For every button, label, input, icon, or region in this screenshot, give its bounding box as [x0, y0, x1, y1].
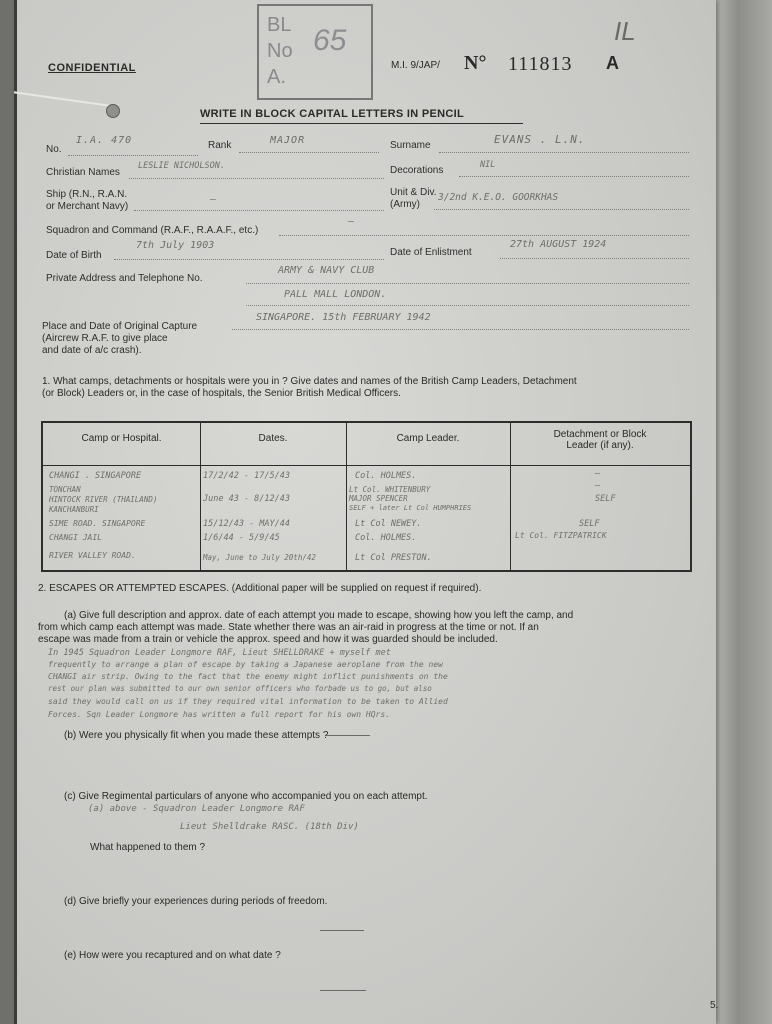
table-cell-camp: HINTOCK RIVER (THAILAND): [49, 495, 158, 504]
surname-label: Surname: [390, 140, 431, 151]
stamp-line-1: BL: [267, 14, 292, 36]
squadron-value[interactable]: —: [348, 216, 356, 227]
decorations-line: [459, 176, 689, 177]
table-cell-leader: SELF + later Lt Col HUMPHRIES: [349, 504, 472, 512]
answer-2a-line-2[interactable]: frequently to arrange a plan of escape by taking a Japanese aeroplane from the new: [48, 660, 443, 669]
question-2a-line-1: (a) Give full description and approx. date of each attempt you made to escape, showing how you left the camp, and: [64, 610, 574, 621]
decorations-value[interactable]: NIL: [480, 160, 496, 170]
capture-label-2: (Aircrew R.A.F. to give place: [42, 333, 168, 344]
dob-line: [114, 259, 384, 260]
question-2e: (e) How were you recaptured and on what date ?: [64, 950, 281, 961]
stamp-line-3: A.: [267, 66, 286, 88]
table-cell-dates: June 43 - 8/12/43: [203, 494, 290, 504]
question-2a-line-3: escape was made from a train or vehicle the approx. speed and how it was guarded should be included.: [38, 634, 498, 645]
address-value-1[interactable]: ARMY & NAVY CLUB: [278, 265, 375, 276]
document-letter: A: [606, 53, 619, 73]
table-cell-detachment: SELF: [595, 494, 616, 504]
no-label: No.: [46, 144, 62, 155]
no-value[interactable]: I.A. 470: [76, 135, 133, 146]
enlistment-value[interactable]: 27th AUGUST 1924: [510, 239, 607, 250]
address-value-2[interactable]: PALL MALL LONDON.: [284, 289, 387, 300]
address-line-2: [246, 305, 689, 306]
col-header-detachment-line-2: Leader (if any).: [566, 440, 634, 451]
table-cell-dates: 17/2/42 - 17/5/43: [203, 471, 290, 481]
answer-2a-line-6[interactable]: Forces. Sqn Leader Longmore has written a full report for his own HQrs.: [48, 710, 390, 719]
rank-line: [239, 152, 379, 153]
col-header-camp: Camp or Hospital.: [81, 433, 162, 444]
question-2d: (d) Give briefly your experiences during periods of freedom.: [64, 896, 328, 907]
col-header-leader: Camp Leader.: [396, 433, 460, 444]
table-cell-dates: 1/6/44 - 5/9/45: [203, 533, 280, 543]
question-1-line-1: 1. What camps, detachments or hospitals were you in ? Give dates and names of the British Camp Leaders, Detachment: [42, 376, 577, 387]
table-cell-detachment: SELF: [579, 519, 600, 529]
ship-label-1: Ship (R.N., R.A.N.: [46, 189, 128, 200]
unit-label-2: (Army): [390, 199, 420, 210]
answer-2a-line-4[interactable]: rest our plan was submitted to our own senior officers who forbade us to go, but also: [48, 684, 432, 693]
unit-line: [434, 209, 689, 210]
stamp-number: 65: [313, 24, 347, 57]
table-cell-dates: May, June to July 20th/42: [203, 553, 316, 562]
address-line-1: [246, 283, 689, 284]
enlistment-label: Date of Enlistment: [390, 247, 472, 258]
surname-line: [439, 152, 689, 153]
ship-value[interactable]: —: [210, 194, 218, 205]
table-cell-camp: TONCHAN: [49, 485, 81, 494]
ship-label-2: or Merchant Navy): [46, 201, 129, 212]
answer-2d-line[interactable]: [320, 930, 364, 931]
table-cell-camp: KANCHANBURI: [49, 505, 99, 514]
table-header-divider: [43, 465, 690, 466]
binder-edge: [14, 0, 17, 1024]
reference-prefix: M.I. 9/JAP/: [391, 60, 440, 71]
table-cell-leader: Col. HOLMES.: [355, 533, 417, 543]
punch-hole: [106, 104, 120, 118]
col-header-detachment-line-1: Detachment or Block: [553, 429, 647, 440]
question-2a-line-2: from which camp each attempt was made. State whether there was an air-raid in progress at the time or not. If an: [38, 622, 539, 633]
file-stamp: [257, 4, 373, 100]
squadron-line: [279, 235, 689, 236]
col-header-dates: Dates.: [258, 433, 288, 444]
answer-2a-line-1[interactable]: In 1945 Squadron Leader Longmore RAF, Lieut SHELLDRAKE + myself met: [48, 648, 391, 658]
answer-2c-line-1[interactable]: (a) above - Squadron Leader Longmore RAF: [88, 804, 305, 814]
question-2b: (b) Were you physically fit when you made these attempts ?: [64, 730, 329, 741]
squadron-label: Squadron and Command (R.A.F., R.A.A.F., etc.): [46, 225, 259, 236]
answer-2a-line-3[interactable]: CHANGI air strip. Owing to the fact that the enemy might inflict punishments on the: [48, 672, 448, 681]
col-header-detachment: [510, 429, 690, 451]
table-cell-camp: RIVER VALLEY ROAD.: [49, 551, 136, 560]
camps-table: [41, 421, 692, 572]
christian-line: [129, 178, 384, 179]
unit-label-1: Unit & Div.: [390, 187, 437, 198]
tag-string: [14, 90, 114, 127]
table-cell-leader: Lt Col PRESTON.: [355, 553, 432, 563]
capture-value[interactable]: SINGAPORE. 15th FEBRUARY 1942: [256, 312, 431, 323]
capture-line: [232, 329, 689, 330]
stamp-line-2: No: [267, 40, 293, 62]
document-number: 111813: [508, 53, 573, 75]
dob-label: Date of Birth: [46, 250, 102, 261]
page-number: 5.: [710, 1000, 719, 1011]
ship-line: [134, 210, 384, 211]
rank-value[interactable]: MAJOR: [270, 135, 306, 146]
confidential-label: CONFIDENTIAL: [48, 62, 136, 74]
capture-label-1: Place and Date of Original Capture: [42, 321, 198, 332]
table-divider: [346, 423, 347, 570]
table-cell-camp: SIME ROAD. SINGAPORE: [49, 519, 146, 528]
rank-label: Rank: [208, 140, 232, 151]
answer-2b-line[interactable]: [326, 735, 370, 736]
table-cell-leader: Lt Col. WHITENBURY: [349, 485, 431, 494]
table-cell-detachment: Lt Col. FITZPATRICK: [515, 531, 607, 540]
number-symbol: N°: [464, 52, 487, 74]
table-cell-dates: 15/12/43 - MAY/44: [203, 519, 290, 529]
question-2c: (c) Give Regimental particulars of anyone who accompanied you on each attempt.: [64, 791, 428, 802]
surname-value[interactable]: EVANS . L.N.: [494, 133, 586, 146]
form-sheet: [14, 0, 719, 1024]
table-cell-detachment: —: [595, 481, 601, 491]
christian-names-value[interactable]: LESLIE NICHOLSON.: [138, 161, 225, 171]
instruction-underline: [200, 123, 523, 124]
capture-label-3: and date of a/c crash).: [42, 345, 142, 356]
table-cell-leader: MAJOR SPENCER: [349, 494, 408, 503]
question-2c-follow-up: What happened to them ?: [90, 842, 206, 853]
christian-names-label: Christian Names: [46, 167, 120, 178]
table-cell-leader: Lt Col NEWEY.: [355, 519, 422, 529]
answer-2c-line-2[interactable]: Lieut Shelldrake RASC. (18th Div): [180, 822, 359, 832]
dob-value[interactable]: 7th July 1903: [136, 240, 215, 251]
table-cell-camp: CHANGI JAIL: [49, 533, 102, 542]
table-cell-detachment: —: [595, 469, 601, 479]
answer-2e-line[interactable]: [320, 990, 366, 991]
decorations-label: Decorations: [390, 165, 444, 176]
table-divider: [200, 423, 201, 570]
address-label: Private Address and Telephone No.: [46, 273, 203, 284]
answer-2a-line-5[interactable]: said they would call on us if they required vital information to be taken to Allied: [48, 697, 448, 706]
question-2-title: 2. ESCAPES OR ATTEMPTED ESCAPES. (Additional paper will be supplied on request if required).: [38, 583, 482, 594]
table-cell-camp: CHANGI . SINGAPORE: [49, 471, 142, 481]
question-1-line-2: (or Block) Leaders or, in the case of hospitals, the Senior British Medical Officers.: [42, 388, 401, 399]
table-cell-leader: Col. HOLMES.: [355, 471, 417, 481]
unit-value[interactable]: 3/2nd K.E.O. GOORKHAS: [438, 192, 559, 203]
corner-annotation: IL: [614, 16, 636, 46]
no-line: [68, 155, 198, 156]
instruction-heading: WRITE IN BLOCK CAPITAL LETTERS IN PENCIL: [200, 108, 464, 120]
enlistment-line: [500, 258, 689, 259]
